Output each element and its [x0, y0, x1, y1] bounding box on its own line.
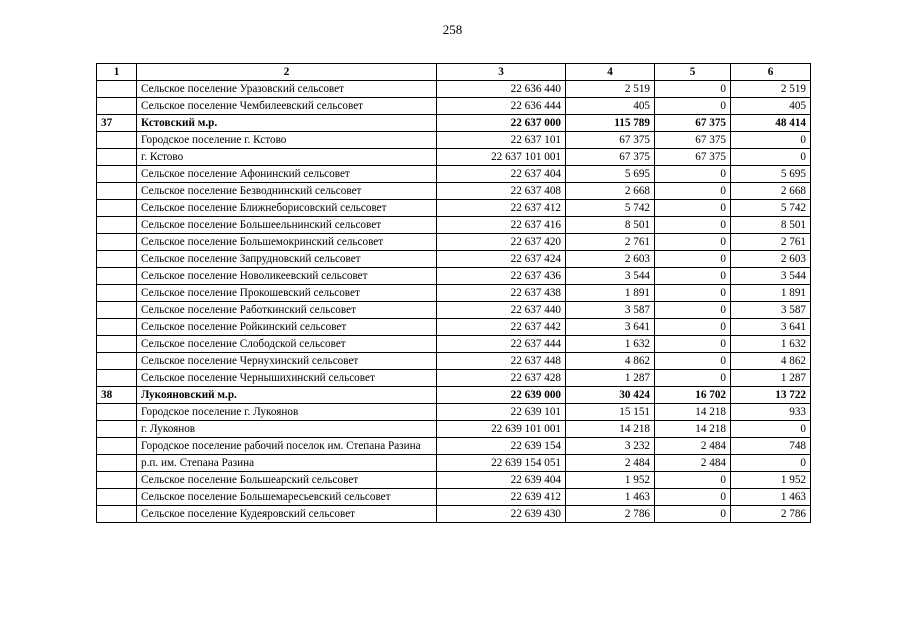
municipality-name-cell: Городское поселение г. Лукоянов — [137, 404, 437, 421]
table-row — [97, 268, 811, 285]
row-number-cell — [97, 234, 137, 251]
table-row — [97, 404, 811, 421]
municipality-name-cell: Сельское поселение Большемокринский сельсовет — [137, 234, 437, 251]
total-amount-cell: 3 587 — [566, 302, 655, 319]
column-6-amount-cell: 933 — [731, 404, 811, 421]
municipality-name-cell: Сельское поселение Ройкинский сельсовет — [137, 319, 437, 336]
table-row — [97, 302, 811, 319]
row-number-cell: 37 — [97, 115, 137, 132]
row-number-cell — [97, 217, 137, 234]
oktmo-code-cell: 22 637 420 — [437, 234, 566, 251]
oktmo-code-cell: 22 636 444 — [437, 98, 566, 115]
municipality-name-cell: Сельское поселение Запрудновский сельсовет — [137, 251, 437, 268]
municipality-name-cell: Сельское поселение Большеельнинский сельсовет — [137, 217, 437, 234]
municipality-name-cell: Сельское поселение Чернышихинский сельсовет — [137, 370, 437, 387]
column-5-amount-cell: 14 218 — [655, 421, 731, 438]
column-6-amount-cell: 3 587 — [731, 302, 811, 319]
oktmo-code-cell: 22 637 416 — [437, 217, 566, 234]
row-number-cell — [97, 149, 137, 166]
column-6-amount-cell: 0 — [731, 132, 811, 149]
table-row — [97, 98, 811, 115]
row-number-cell — [97, 472, 137, 489]
oktmo-code-cell: 22 637 408 — [437, 183, 566, 200]
total-amount-cell: 8 501 — [566, 217, 655, 234]
header-cell-3: 3 — [437, 64, 566, 81]
column-5-amount-cell: 0 — [655, 166, 731, 183]
budget-table — [96, 63, 811, 523]
municipality-name-cell: Сельское поселение Работкинский сельсовет — [137, 302, 437, 319]
municipality-name-cell: Сельское поселение Чернухинский сельсовет — [137, 353, 437, 370]
oktmo-code-cell: 22 637 424 — [437, 251, 566, 268]
municipality-name-cell: Сельское поселение Ближнеборисовский сельсовет — [137, 200, 437, 217]
municipality-name-cell: р.п. им. Степана Разина — [137, 455, 437, 472]
oktmo-code-cell: 22 637 101 001 — [437, 149, 566, 166]
total-amount-cell: 1 463 — [566, 489, 655, 506]
total-amount-cell: 2 519 — [566, 81, 655, 98]
table-row — [97, 81, 811, 98]
table-row — [97, 489, 811, 506]
column-6-amount-cell: 0 — [731, 149, 811, 166]
oktmo-code-cell: 22 639 412 — [437, 489, 566, 506]
header-cell-4: 4 — [566, 64, 655, 81]
oktmo-code-cell: 22 637 440 — [437, 302, 566, 319]
municipality-name-cell: Лукояновский м.р. — [137, 387, 437, 404]
row-number-cell — [97, 489, 137, 506]
row-number-cell — [97, 455, 137, 472]
total-amount-cell: 14 218 — [566, 421, 655, 438]
column-5-amount-cell: 0 — [655, 489, 731, 506]
column-5-amount-cell: 0 — [655, 81, 731, 98]
column-5-amount-cell: 0 — [655, 370, 731, 387]
oktmo-code-cell: 22 637 444 — [437, 336, 566, 353]
total-amount-cell: 405 — [566, 98, 655, 115]
table-row — [97, 472, 811, 489]
column-6-amount-cell: 0 — [731, 421, 811, 438]
table-row — [97, 370, 811, 387]
total-amount-cell: 30 424 — [566, 387, 655, 404]
table-row — [97, 217, 811, 234]
table-row — [97, 285, 811, 302]
column-5-amount-cell: 0 — [655, 200, 731, 217]
header-row — [97, 64, 811, 81]
column-6-amount-cell: 2 668 — [731, 183, 811, 200]
municipality-name-cell: Сельское поселение Слободской сельсовет — [137, 336, 437, 353]
table-row — [97, 200, 811, 217]
total-amount-cell: 67 375 — [566, 149, 655, 166]
row-number-cell — [97, 98, 137, 115]
total-amount-cell: 2 668 — [566, 183, 655, 200]
column-6-amount-cell: 1 952 — [731, 472, 811, 489]
column-5-amount-cell: 2 484 — [655, 455, 731, 472]
oktmo-code-cell: 22 637 412 — [437, 200, 566, 217]
total-amount-cell: 3 544 — [566, 268, 655, 285]
oktmo-code-cell: 22 637 404 — [437, 166, 566, 183]
row-number-cell — [97, 506, 137, 523]
table-row — [97, 183, 811, 200]
column-5-amount-cell: 0 — [655, 506, 731, 523]
row-number-cell — [97, 370, 137, 387]
column-6-amount-cell: 1 632 — [731, 336, 811, 353]
municipality-name-cell: Сельское поселение Чембилеевский сельсовет — [137, 98, 437, 115]
oktmo-code-cell: 22 637 448 — [437, 353, 566, 370]
row-number-cell — [97, 285, 137, 302]
oktmo-code-cell: 22 637 428 — [437, 370, 566, 387]
total-amount-cell: 5 695 — [566, 166, 655, 183]
table-row — [97, 438, 811, 455]
municipality-name-cell: г. Лукоянов — [137, 421, 437, 438]
municipality-name-cell: Сельское поселение Новоликеевский сельсовет — [137, 268, 437, 285]
municipality-name-cell: Сельское поселение Безводнинский сельсовет — [137, 183, 437, 200]
oktmo-code-cell: 22 637 438 — [437, 285, 566, 302]
row-number-cell — [97, 268, 137, 285]
municipality-name-cell: г. Кстово — [137, 149, 437, 166]
column-6-amount-cell: 8 501 — [731, 217, 811, 234]
oktmo-code-cell: 22 639 000 — [437, 387, 566, 404]
municipality-name-cell: Городское поселение рабочий поселок им. Степана Разина — [137, 438, 437, 455]
column-6-amount-cell: 2 519 — [731, 81, 811, 98]
column-6-amount-cell: 2 786 — [731, 506, 811, 523]
total-amount-cell: 1 632 — [566, 336, 655, 353]
column-6-amount-cell: 1 287 — [731, 370, 811, 387]
oktmo-code-cell: 22 639 101 001 — [437, 421, 566, 438]
table-row — [97, 336, 811, 353]
district-total-row — [97, 115, 811, 132]
municipality-name-cell: Городское поселение г. Кстово — [137, 132, 437, 149]
column-5-amount-cell: 0 — [655, 319, 731, 336]
row-number-cell — [97, 166, 137, 183]
header-cell-1: 1 — [97, 64, 137, 81]
row-number-cell — [97, 319, 137, 336]
table-row — [97, 319, 811, 336]
column-6-amount-cell: 2 603 — [731, 251, 811, 268]
header-cell-6: 6 — [731, 64, 811, 81]
column-5-amount-cell: 0 — [655, 251, 731, 268]
row-number-cell: 38 — [97, 387, 137, 404]
column-5-amount-cell: 0 — [655, 302, 731, 319]
municipality-name-cell: Сельское поселение Прокошевский сельсовет — [137, 285, 437, 302]
table-row — [97, 251, 811, 268]
column-6-amount-cell: 1 463 — [731, 489, 811, 506]
column-5-amount-cell: 0 — [655, 183, 731, 200]
municipality-name-cell: Сельское поселение Уразовский сельсовет — [137, 81, 437, 98]
table-row — [97, 506, 811, 523]
oktmo-code-cell: 22 636 440 — [437, 81, 566, 98]
oktmo-code-cell: 22 639 430 — [437, 506, 566, 523]
column-5-amount-cell: 0 — [655, 336, 731, 353]
row-number-cell — [97, 421, 137, 438]
table-row — [97, 234, 811, 251]
total-amount-cell: 2 761 — [566, 234, 655, 251]
column-5-amount-cell: 0 — [655, 98, 731, 115]
row-number-cell — [97, 438, 137, 455]
column-6-amount-cell: 4 862 — [731, 353, 811, 370]
municipality-name-cell: Сельское поселение Большемаресьевский сельсовет — [137, 489, 437, 506]
column-6-amount-cell: 48 414 — [731, 115, 811, 132]
total-amount-cell: 2 484 — [566, 455, 655, 472]
column-6-amount-cell: 0 — [731, 455, 811, 472]
oktmo-code-cell: 22 639 154 051 — [437, 455, 566, 472]
row-number-cell — [97, 251, 137, 268]
district-total-row — [97, 387, 811, 404]
municipality-name-cell: Сельское поселение Афонинский сельсовет — [137, 166, 437, 183]
column-5-amount-cell: 0 — [655, 217, 731, 234]
row-number-cell — [97, 200, 137, 217]
total-amount-cell: 67 375 — [566, 132, 655, 149]
row-number-cell — [97, 81, 137, 98]
table-row — [97, 353, 811, 370]
table-row — [97, 455, 811, 472]
row-number-cell — [97, 336, 137, 353]
column-5-amount-cell: 67 375 — [655, 115, 731, 132]
header-cell-2: 2 — [137, 64, 437, 81]
oktmo-code-cell: 22 639 154 — [437, 438, 566, 455]
column-5-amount-cell: 0 — [655, 285, 731, 302]
oktmo-code-cell: 22 637 000 — [437, 115, 566, 132]
row-number-cell — [97, 404, 137, 421]
page-number: 258 — [442, 22, 463, 37]
total-amount-cell: 1 891 — [566, 285, 655, 302]
total-amount-cell: 1 952 — [566, 472, 655, 489]
column-5-amount-cell: 14 218 — [655, 404, 731, 421]
column-6-amount-cell: 3 544 — [731, 268, 811, 285]
header-cell-5: 5 — [655, 64, 731, 81]
table-row — [97, 149, 811, 166]
total-amount-cell: 5 742 — [566, 200, 655, 217]
total-amount-cell: 2 603 — [566, 251, 655, 268]
row-number-cell — [97, 302, 137, 319]
column-6-amount-cell: 405 — [731, 98, 811, 115]
oktmo-code-cell: 22 639 101 — [437, 404, 566, 421]
column-6-amount-cell: 1 891 — [731, 285, 811, 302]
oktmo-code-cell: 22 639 404 — [437, 472, 566, 489]
column-5-amount-cell: 67 375 — [655, 132, 731, 149]
column-5-amount-cell: 0 — [655, 472, 731, 489]
municipality-name-cell: Сельское поселение Кудеяровский сельсовет — [137, 506, 437, 523]
column-6-amount-cell: 2 761 — [731, 234, 811, 251]
total-amount-cell: 15 151 — [566, 404, 655, 421]
oktmo-code-cell: 22 637 436 — [437, 268, 566, 285]
column-6-amount-cell: 748 — [731, 438, 811, 455]
column-5-amount-cell: 67 375 — [655, 149, 731, 166]
total-amount-cell: 115 789 — [566, 115, 655, 132]
row-number-cell — [97, 183, 137, 200]
table-row — [97, 421, 811, 438]
total-amount-cell: 3 232 — [566, 438, 655, 455]
column-5-amount-cell: 0 — [655, 234, 731, 251]
municipality-name-cell: Сельское поселение Большеарский сельсовет — [137, 472, 437, 489]
column-5-amount-cell: 0 — [655, 353, 731, 370]
column-6-amount-cell: 5 742 — [731, 200, 811, 217]
column-6-amount-cell: 3 641 — [731, 319, 811, 336]
municipality-name-cell: Кстовский м.р. — [137, 115, 437, 132]
oktmo-code-cell: 22 637 442 — [437, 319, 566, 336]
oktmo-code-cell: 22 637 101 — [437, 132, 566, 149]
column-5-amount-cell: 2 484 — [655, 438, 731, 455]
column-5-amount-cell: 0 — [655, 268, 731, 285]
row-number-cell — [97, 353, 137, 370]
column-5-amount-cell: 16 702 — [655, 387, 731, 404]
column-6-amount-cell: 5 695 — [731, 166, 811, 183]
table-body — [97, 81, 811, 523]
total-amount-cell: 4 862 — [566, 353, 655, 370]
column-6-amount-cell: 13 722 — [731, 387, 811, 404]
table-row — [97, 166, 811, 183]
total-amount-cell: 1 287 — [566, 370, 655, 387]
table-row — [97, 132, 811, 149]
row-number-cell — [97, 132, 137, 149]
total-amount-cell: 2 786 — [566, 506, 655, 523]
total-amount-cell: 3 641 — [566, 319, 655, 336]
